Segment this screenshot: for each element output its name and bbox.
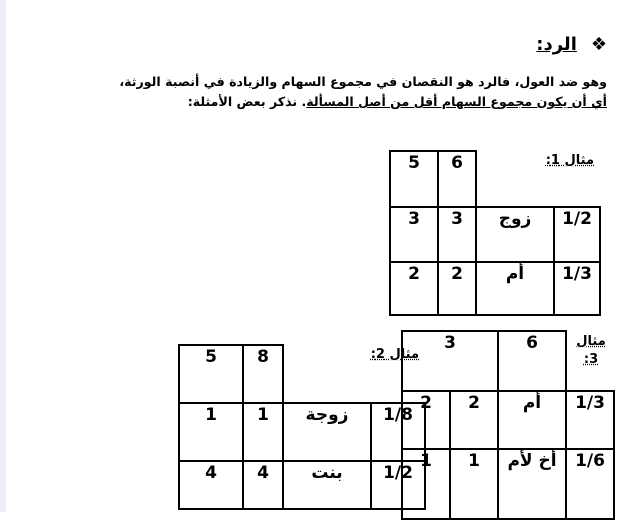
example-3-caption: مثال 3: (576, 334, 606, 367)
share-cell: 2 (390, 262, 438, 315)
share-cell: 1 (402, 449, 450, 519)
fraction-cell: 1/2 (554, 207, 600, 262)
share-cell: 1 (450, 449, 498, 519)
heir-cell: أخ لأم (498, 449, 566, 519)
table-row (402, 449, 614, 519)
heir-cell: أم (498, 391, 566, 449)
share-cell: 1 (243, 403, 283, 461)
fraction-cell: 1/3 (566, 391, 614, 449)
origin-cell: 6 (498, 331, 566, 391)
table-header-row (390, 151, 600, 207)
share-cell: 3 (390, 207, 438, 262)
section-heading (536, 34, 607, 55)
diamond-bullet-icon: ❖ (590, 34, 607, 55)
heir-cell: أم (476, 262, 554, 315)
table-row (390, 262, 600, 315)
share-cell: 2 (450, 391, 498, 449)
example-2-table (178, 344, 426, 510)
table-row (179, 403, 425, 461)
example-1-caption: مثال 1: (545, 153, 594, 168)
origin-cell: 6 (438, 151, 476, 207)
example-3-table (401, 330, 615, 520)
corrected-origin-cell: 3 (402, 331, 498, 391)
paragraph-line-2 (7, 92, 607, 112)
paragraph-line-2-rest: . نذكر بعض الأمثلة: (187, 94, 307, 109)
share-cell: 2 (438, 262, 476, 315)
share-cell: 1 (179, 403, 243, 461)
table-row (390, 207, 600, 262)
share-cell: 4 (179, 461, 243, 509)
blank-cell (283, 345, 371, 403)
table-header-row (402, 331, 614, 391)
blank-cell (554, 151, 600, 207)
fraction-cell: 1/6 (566, 449, 614, 519)
table-row (179, 461, 425, 509)
table-header-row (179, 345, 425, 403)
fraction-cell: 1/3 (554, 262, 600, 315)
fraction-cell: 1/2 (371, 461, 425, 509)
heading-text: الرد: (536, 34, 577, 55)
corrected-origin-cell: 5 (179, 345, 243, 403)
share-cell: 2 (402, 391, 450, 449)
heir-cell: زوجة (283, 403, 371, 461)
paragraph-line-1: وهو ضد العول، فالرد هو النقصان في مجموع السهام والزيادة في أنصبة الورثة، (119, 74, 607, 89)
share-cell: 3 (438, 207, 476, 262)
fraction-cell: 1/8 (371, 403, 425, 461)
corrected-origin-cell: 5 (390, 151, 438, 207)
blank-cell (566, 331, 614, 391)
blank-cell (476, 151, 554, 207)
paragraph-underlined-phrase: أي أن يكون مجموع السهام أقل من أصل المسألة (306, 94, 607, 109)
share-cell: 4 (243, 461, 283, 509)
table-row (402, 391, 614, 449)
example-1-table (389, 150, 601, 316)
heir-cell: بنت (283, 461, 371, 509)
example-2-caption: مثال 2: (370, 347, 419, 362)
origin-cell: 8 (243, 345, 283, 403)
page-edge (0, 0, 6, 512)
intro-paragraph (7, 72, 607, 112)
heir-cell: زوج (476, 207, 554, 262)
